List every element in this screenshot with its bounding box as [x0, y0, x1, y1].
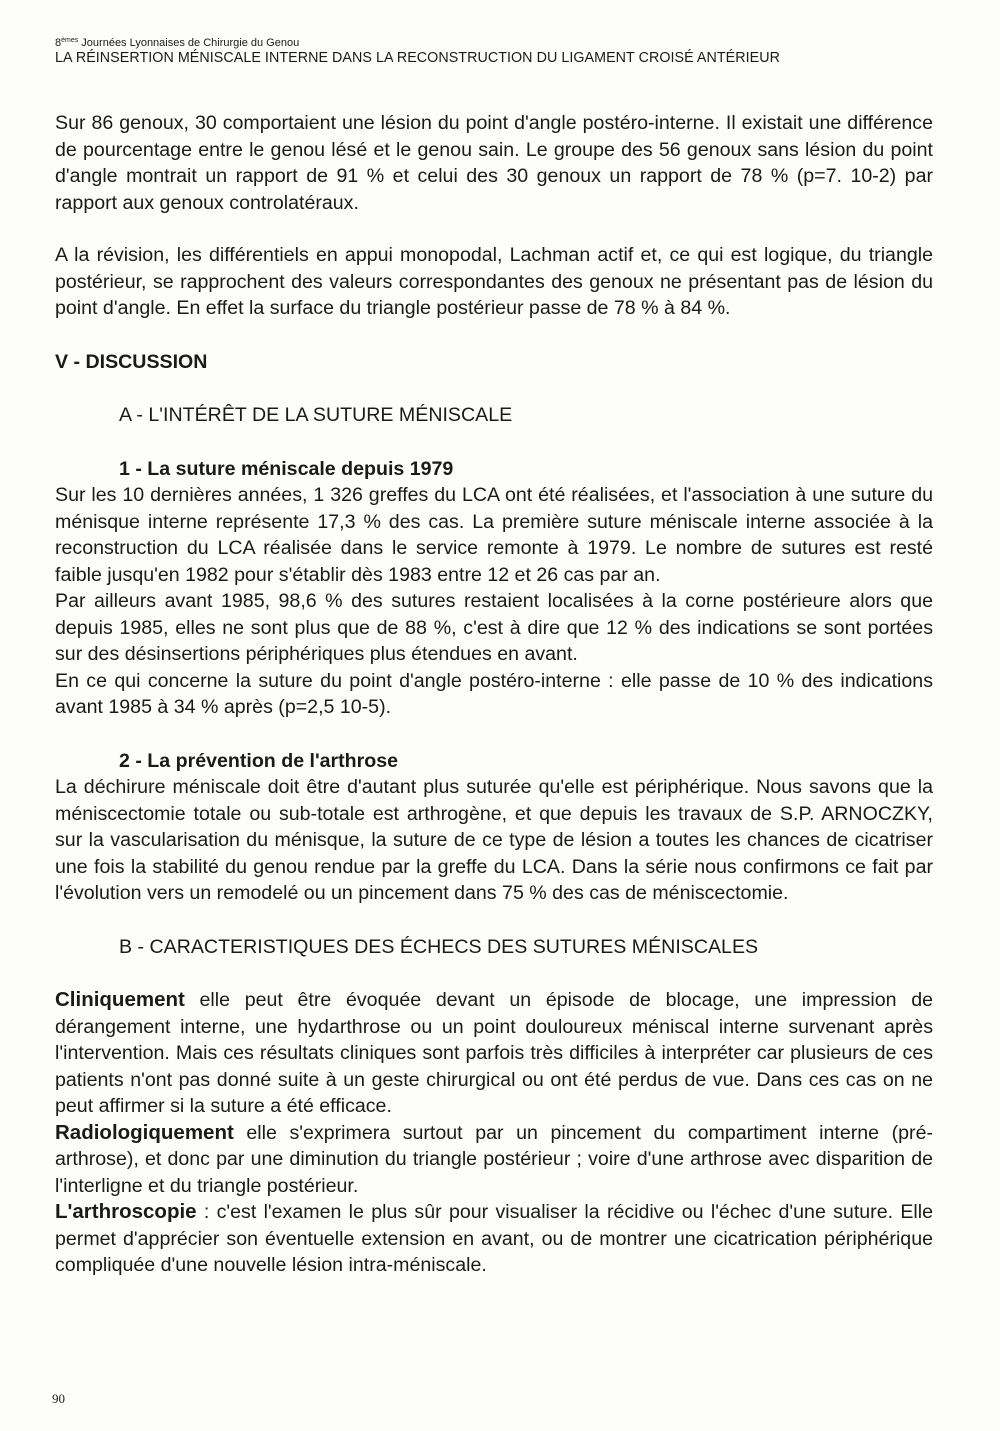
- paragraph-results-2: A la révision, les différentiels en appui monopodal, Lachman actif et, ce qui est logique, du triangle postérieur, se rapprochent des valeurs correspondantes des genoux ne présentant pas de lésion du point d'angle. En effet la surface du triangle postérieur passe de 78 % à 84 %.: [55, 244, 933, 319]
- lead-term-radiological: Radiologiquement: [55, 1120, 234, 1144]
- paragraph-sub1-3: En ce qui concerne la suture du point d'angle postéro-interne : elle passe de 10 % des indications avant 1985 à 34 % après (p=2,5 10-5).: [55, 669, 933, 718]
- paragraph-radiological: Radiologiquement elle s'exprimera surtout par un pincement du compartiment interne (pré-arthrose), et donc par une diminution du triangle postérieur ; voire d'une arthrose avec disparition de l'interligne et du triangle postérieur.: [55, 1120, 933, 1197]
- subsection-heading-b: B - CARACTERISTIQUES DES ÉCHECS DES SUTURES MÉNISCALES: [119, 935, 759, 958]
- subsection-heading-a: A - L'INTÉRÊT DE LA SUTURE MÉNISCALE: [119, 404, 513, 426]
- lead-term-clinical: Cliniquement: [55, 988, 185, 1011]
- lead-term-arthroscopy: L'arthroscopie: [55, 1200, 197, 1223]
- paragraph-sub1-1: Sur les 10 dernières années, 1 326 greffes du LCA ont été réalisées, et l'association à une suture du ménisque interne représente 17,3 % des cas. La première suture méniscale interne associée à la reconstruction du LCA réalisée dans le service remonte à 1979. Le nombre de sutures est resté faible jusqu'en 1982 pour s'établir dès 1983 entre 12 et 26 cas par an.: [55, 484, 933, 586]
- paragraph-clinical: Cliniquement elle peut être évoquée devant un épisode de blocage, une impression de dérangement interne, une hydarthrose ou un point douloureux méniscal interne survenant après l'intervention. Mais ces résultats cliniques sont parfois très difficiles à interpréter car plusieurs de ces patients n'ont pas donné suite à un geste chirurgical ou ont été perdus de vue. Dans ces cas on ne peut affirmer si la suture a été efficace.: [55, 988, 933, 1117]
- paragraph-sub2-1: La déchirure méniscale doit être d'autant plus suturée qu'elle est périphérique. Nous savons que la méniscectomie totale ou sub-totale est arthrogène, et que depuis les travaux de S.P. ARNOCZKY, sur la vascularisation du ménisque, la suture de ce type de lésion a toutes les chances de cicatriser une fois la stabilité du genou rendue par la greffe du LCA. Dans la série nous confirmons ce fait par l'évolution vers un remodelé ou un pincement dans 75 % des cas de méniscectomie.: [55, 776, 933, 904]
- subheading-2: 2 - La prévention de l'arthrose: [119, 749, 399, 772]
- paragraph-results-1: Sur 86 genoux, 30 comportaient une lésion du point d'angle postéro-interne. Il existait une différence de pourcentage entre le genou lésé et le genou sain. Le groupe des 56 genoux sans lésion du point d'angle montrait un rapport de 91 % et celui des 30 genoux un rapport de 78 % (p=7. 10-2) par rapport aux genoux controlatéraux.: [55, 112, 933, 214]
- document-page: [55, 34, 933, 1279]
- running-header-conference: 8èmes Journées Lyonnaises de Chirurgie du Genou: [55, 37, 300, 49]
- page-number: 90: [52, 1391, 65, 1406]
- section-heading-discussion: V - DISCUSSION: [55, 350, 208, 373]
- paragraph-arthroscopy: L'arthroscopie : c'est l'examen le plus sûr pour visualiser la récidive ou l'échec d'une suture. Elle permet d'apprécier son éventuelle extension en avant, ou de montrer une cicatrication périphérique compliquée d'une nouvelle lésion intra-méniscale.: [55, 1200, 933, 1276]
- running-header-title: LA RÉINSERTION MÉNISCALE INTERNE DANS LA RECONSTRUCTION DU LIGAMENT CROISÉ ANTÉRIEUR: [55, 50, 780, 66]
- subheading-1: 1 - La suture méniscale depuis 1979: [119, 457, 454, 480]
- paragraph-sub1-2: Par ailleurs avant 1985, 98,6 % des sutures restaient localisées à la corne postérieure alors que depuis 1985, elles ne sont plus que de 88 %, c'est à dire que 12 % des indications se sont portées sur des désinsertions périphériques plus étendues en avant.: [55, 590, 933, 665]
